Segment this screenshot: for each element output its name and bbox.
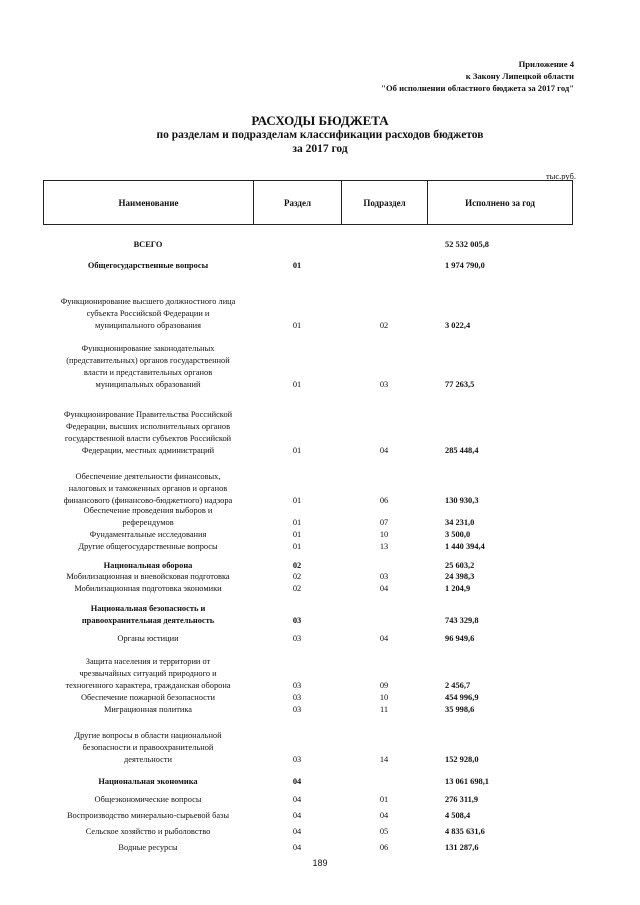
row-amount: 454 996,9 [445, 693, 479, 702]
row-name [43, 842, 253, 854]
row-name-line: (представительных) органов государственной [66, 356, 230, 365]
row-amount: 152 928,0 [445, 755, 479, 764]
row-section: 04 [292, 795, 302, 804]
document-title [0, 114, 640, 156]
row-name [43, 343, 253, 391]
table-row [43, 704, 573, 716]
row-name-line: Другие общегосударственные вопросы [78, 542, 218, 551]
row-amount: 13 061 698,1 [445, 777, 489, 786]
row-subsection: 02 [379, 321, 389, 330]
column-header-executed: Исполнено за год [465, 197, 535, 208]
row-name-line: Мобилизационная и вневойсковая подготовка [66, 572, 230, 581]
row-name [43, 260, 253, 272]
row-name [43, 541, 253, 553]
appendix-line-3: "Об исполнении областного бюджета за 2017 год" [381, 83, 574, 93]
row-name-line: Функционирование законодательных [81, 344, 215, 353]
title-line-2: по разделам и подразделам классификации расходов бюджетов [156, 129, 484, 141]
row-name-line: безопасности и правоохранительной [82, 743, 214, 752]
row-name [43, 656, 253, 692]
row-name-line: деятельности [124, 755, 172, 764]
row-name-line: финансового (финансово-бюджетного) надзора [63, 496, 233, 505]
row-name [43, 505, 253, 529]
row-name [43, 730, 253, 766]
row-subsection: 04 [379, 584, 389, 593]
row-name-line: субъекта Российской Федерации и [86, 309, 210, 318]
column-header-section: Раздел [254, 181, 342, 224]
row-subsection: 11 [379, 705, 389, 714]
row-section: 04 [292, 777, 302, 786]
row-subsection: 09 [379, 681, 389, 690]
appendix-note [381, 58, 574, 94]
row-name [43, 810, 253, 822]
row-section: 01 [292, 542, 302, 551]
row-name-line: Водные ресурсы [118, 843, 178, 852]
row-name-line: Общегосударственные вопросы [87, 261, 209, 270]
table-row [43, 571, 573, 583]
row-name-line: Фундаментальные исследования [89, 530, 207, 539]
row-amount: 285 448,4 [445, 446, 479, 455]
row-name-line: Обеспечение пожарной безопасности [80, 693, 215, 702]
row-name-line: Обеспечение деятельности финансовых, [75, 472, 221, 481]
row-name-line: Другие вопросы в области национальной [74, 731, 222, 740]
table-row [43, 260, 573, 272]
row-amount: 52 532 005,8 [445, 240, 489, 249]
row-name-line: налоговых и таможенных органов и органов [68, 484, 228, 493]
table-row [43, 826, 573, 838]
table-row [43, 603, 573, 627]
row-name [43, 239, 253, 251]
row-subsection: 03 [379, 572, 389, 581]
row-name [43, 704, 253, 716]
table-row [43, 692, 573, 704]
row-section: 04 [292, 843, 302, 852]
row-amount: 1 440 394,4 [445, 542, 485, 551]
row-amount: 131 287,6 [445, 843, 479, 852]
row-name-line: Миграционная политика [103, 705, 193, 714]
row-section: 01 [292, 446, 302, 455]
row-section: 03 [292, 681, 302, 690]
row-section: 03 [292, 634, 302, 643]
row-section: 02 [292, 561, 302, 570]
row-name-line: Общеэкономические вопросы [94, 795, 202, 804]
column-header-name: Наименование [44, 181, 254, 224]
row-name-line: власти и представительных органов [83, 368, 213, 377]
units-label: тыс.руб. [545, 171, 576, 181]
row-amount: 24 398,3 [445, 572, 475, 581]
table-row [43, 343, 573, 391]
table-row [43, 633, 573, 645]
row-subsection: 14 [379, 755, 389, 764]
row-amount: 25 603,2 [445, 561, 475, 570]
row-name-line: Органы юстиции [117, 634, 179, 643]
row-name [43, 583, 253, 595]
row-amount: 130 930,3 [445, 496, 479, 505]
row-amount: 35 998,6 [445, 705, 475, 714]
row-section: 01 [292, 518, 302, 527]
column-header-subsection: Подраздел [342, 181, 428, 224]
row-section: 03 [292, 755, 302, 764]
row-amount: 276 311,9 [445, 795, 479, 804]
row-subsection: 05 [379, 827, 389, 836]
table-header [43, 180, 573, 225]
row-name-line: Сельское хозяйство и рыболовство [85, 827, 211, 836]
table-row [43, 656, 573, 692]
row-subsection: 06 [379, 843, 389, 852]
row-amount: 1 974 790,0 [445, 261, 485, 270]
row-name-line: Мобилизационная подготовка экономики [74, 584, 222, 593]
row-name-line: Воспроизводство минерально-сырьевой базы [66, 811, 230, 820]
row-amount: 3 022,4 [445, 321, 471, 330]
row-name-line: государственной власти субъектов Российской [64, 434, 232, 443]
table-row [43, 296, 573, 332]
title-line-3: за 2017 год [292, 143, 348, 155]
row-name [43, 409, 253, 457]
table-row [43, 471, 573, 507]
row-name [43, 296, 253, 332]
table-row [43, 529, 573, 541]
row-name-line: Функционирование высшего должностного лица [60, 297, 236, 306]
row-subsection: 07 [379, 518, 389, 527]
row-name-line: Федерации, высших исполнительных органов [65, 422, 231, 431]
row-subsection: 04 [379, 811, 389, 820]
row-name-line: референдумов [122, 518, 174, 527]
row-name-line: правоохранительная деятельность [81, 616, 215, 625]
row-name [43, 794, 253, 806]
table-row [43, 541, 573, 553]
row-amount: 77 263,5 [445, 380, 475, 389]
row-subsection: 13 [379, 542, 389, 551]
table-row [43, 794, 573, 806]
row-section: 03 [292, 616, 302, 625]
row-name [43, 826, 253, 838]
table-row [43, 583, 573, 595]
row-section: 04 [292, 811, 302, 820]
row-name [43, 633, 253, 645]
appendix-line-1: Приложение 4 [518, 59, 574, 69]
row-subsection: 04 [379, 446, 389, 455]
table-row [43, 409, 573, 457]
row-amount: 4 508,4 [445, 811, 471, 820]
row-section: 01 [292, 530, 302, 539]
row-name [43, 471, 253, 507]
row-amount: 4 835 631,6 [445, 827, 485, 836]
appendix-line-2: к Закону Липецкой области [465, 71, 574, 81]
table-row [43, 810, 573, 822]
row-name [43, 776, 253, 788]
row-name-line: техногенного характера, гражданская оборона [65, 681, 231, 690]
row-subsection: 04 [379, 634, 389, 643]
row-name-line: Национальная оборона [103, 561, 193, 570]
row-amount: 1 204,9 [445, 584, 471, 593]
row-name-line: Федерации, местных администраций [81, 446, 215, 455]
row-name-line: муниципальных образований [95, 380, 201, 389]
row-subsection: 06 [379, 496, 389, 505]
row-name [43, 529, 253, 541]
table-row [43, 776, 573, 788]
row-name-line: муниципального образования [94, 321, 202, 330]
row-section: 02 [292, 572, 302, 581]
row-section: 01 [292, 496, 302, 505]
row-name-line: ВСЕГО [133, 240, 163, 249]
row-subsection: 01 [379, 795, 389, 804]
row-name-line: Национальная безопасность и [90, 604, 206, 613]
row-subsection: 03 [379, 380, 389, 389]
row-name [43, 603, 253, 627]
row-subsection: 10 [379, 530, 389, 539]
row-name-line: Национальная экономика [98, 777, 198, 786]
row-section: 04 [292, 827, 302, 836]
row-section: 01 [292, 261, 302, 270]
row-section: 03 [292, 705, 302, 714]
row-amount: 743 329,8 [445, 616, 479, 625]
row-name-line: чрезвычайных ситуаций природного и [79, 669, 217, 678]
row-section: 01 [292, 321, 302, 330]
row-section: 03 [292, 693, 302, 702]
page-number: 189 [312, 858, 328, 868]
row-name [43, 571, 253, 583]
table-row [43, 730, 573, 766]
row-amount: 34 231,0 [445, 518, 475, 527]
row-amount: 2 456,7 [445, 681, 471, 690]
row-name-line: Обеспечение проведения выборов и [83, 506, 213, 515]
table-row [43, 842, 573, 854]
table-row [43, 239, 573, 251]
row-section: 01 [292, 380, 302, 389]
row-name-line: Функционирование Правительства Российской [63, 410, 233, 419]
title-line-1: РАСХОДЫ БЮДЖЕТА [251, 113, 389, 128]
row-amount: 3 500,0 [445, 530, 471, 539]
row-name [43, 692, 253, 704]
row-name-line: Защита населения и территории от [85, 657, 211, 666]
row-section: 02 [292, 584, 302, 593]
table-row [43, 505, 573, 529]
row-subsection: 10 [379, 693, 389, 702]
row-amount: 96 949,6 [445, 634, 475, 643]
